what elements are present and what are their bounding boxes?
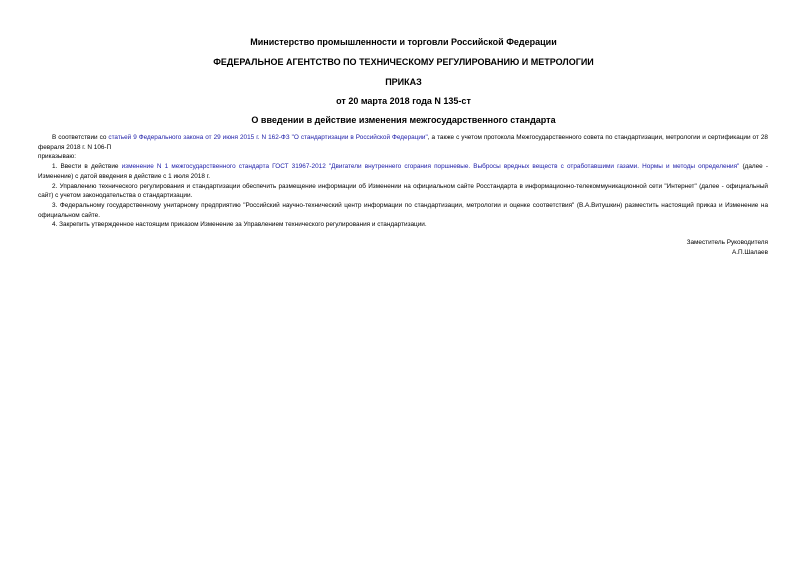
item-2-paragraph: 2. Управлению технического регулирования и стандартизации обеспечить размещение информации об Изменении на официальном сайте Росстандарта в информационно-телекоммуникационной сети "Интернет" (далее - официальный сайт) с учетом законодательства о стандартизации. [38, 182, 768, 200]
signature-block [687, 238, 768, 258]
orders-word: приказываю: [38, 153, 76, 161]
preamble-text-before: В соответствии со [52, 134, 109, 141]
doc-type-heading: ПРИКАЗ [385, 77, 422, 87]
signature-name: А.П.Шалаев [731, 249, 768, 256]
item-1-text-before: 1. Ввести в действие [52, 163, 122, 171]
agency-heading: ФЕДЕРАЛЬНОЕ АГЕНТСТВО ПО ТЕХНИЧЕСКОМУ РЕГУЛИРОВАНИЮ И МЕТРОЛОГИИ [213, 57, 594, 67]
signature-position: Заместитель Руководителя [686, 239, 768, 246]
item-3-paragraph: 3. Федеральному государственному унитарному предприятию "Российский научно-технический центр информации по стандартизации, метрологии и оценке соответствия" (В.А.Витушкин) разместить настоящий приказ и Изменение на официальном сайте. [38, 201, 768, 219]
item-4-paragraph: 4. Закрепить утвержденное настоящим приказом Изменение за Управлением технического регулирования и стандартизации. [52, 221, 427, 229]
preamble-paragraph [38, 133, 768, 152]
ministry-heading: Министерство промышленности и торговли Российской Федерации [250, 37, 557, 47]
item-1-text-after: (далее - Изменение) с датой введения в действие с 1 июля 2018 г. [38, 163, 768, 180]
item-1-paragraph [38, 162, 768, 181]
document-title: О введении в действие изменения межгосударственного стандарта [251, 115, 556, 125]
document-body [38, 133, 768, 230]
date-number-heading: от 20 марта 2018 года N 135-ст [336, 96, 471, 106]
gost-amendment-link[interactable]: изменение N 1 межгосударственного стандарта ГОСТ 31967-2012 "Двигатели внутреннего сгорания поршневые. Выбросы вредных веществ с отработавшими газами. Нормы и методы определения" [121, 163, 740, 171]
preamble-text-after: , а также с учетом протокола Межгосударственного совета по стандартизации, метрологии и сертификации от 28 февраля 2018 г. N 106-П [38, 134, 768, 151]
federal-law-link[interactable]: статьей 9 Федерального закона от 29 июня 2015 г. N 162-ФЗ "О стандартизации в Российской Федерации" [108, 134, 428, 141]
